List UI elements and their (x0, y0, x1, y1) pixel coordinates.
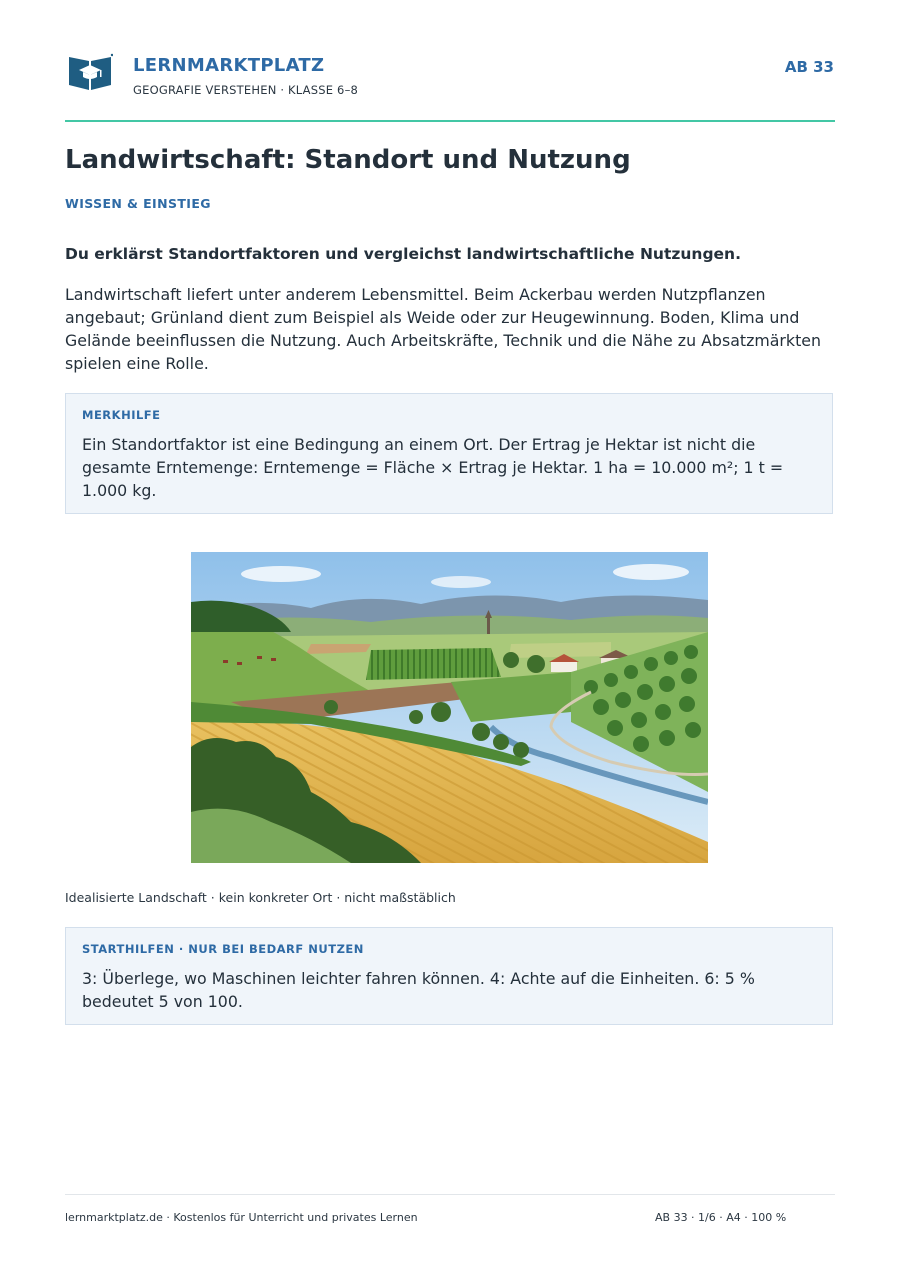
brand-name: LERNMARKTPLATZ (133, 55, 325, 76)
merkhilfe-box (65, 393, 833, 514)
footer-right: AB 33 · 1/6 · A4 · 100 % (655, 1211, 787, 1224)
merkhilfe-label: MERKHILFE (82, 408, 161, 422)
brand-logo-icon (67, 53, 113, 91)
starthilfen-label: STARTHILFEN · NUR BEI BEDARF NUTZEN (82, 942, 364, 956)
footer-left: lernmarktplatz.de · Kostenlos für Unterricht und privates Lernen (65, 1211, 418, 1224)
landscape-illustration (191, 552, 708, 863)
header-divider (65, 120, 835, 122)
figure-caption: Idealisierte Landschaft · kein konkreter Ort · nicht maßstäblich (65, 890, 456, 905)
section-label: WISSEN & EINSTIEG (65, 196, 211, 211)
merkhilfe-text: Ein Standortfaktor ist eine Bedingung an einem Ort. Der Ertrag je Hektar ist nicht die gesamte Erntemenge: Erntemenge = Fläche × Ertrag je Hektar. 1 ha = 10.000 m²; 1 t = 1.000 kg. (82, 435, 784, 500)
footer-divider (65, 1194, 835, 1195)
page-title: Landwirtschaft: Standort und Nutzung (65, 145, 631, 175)
learning-goal: Du erklärst Standortfaktoren und vergleichst landwirtschaftliche Nutzungen. (65, 245, 741, 263)
starthilfen-box (65, 927, 833, 1025)
brand-subtitle: GEOGRAFIE VERSTEHEN · KLASSE 6–8 (133, 83, 359, 97)
intro-paragraph: Landwirtschaft liefert unter anderem Lebensmittel. Beim Ackerbau werden Nutzpflanzen angebaut; Grünland dient zum Beispiel als Weide oder zur Heugewinnung. Boden, Klima und Gelände beeinflussen die Nutzung. Auch Arbeitskräfte, Technik und die Nähe zu Absatzmärkten spielen eine Rolle. (65, 285, 821, 373)
starthilfen-text: 3: Überlege, wo Maschinen leichter fahren können. 4: Achte auf die Einheiten. 6: 5 % bedeutet 5 von 100. (82, 969, 755, 1011)
sheet-id: AB 33 (784, 58, 834, 76)
